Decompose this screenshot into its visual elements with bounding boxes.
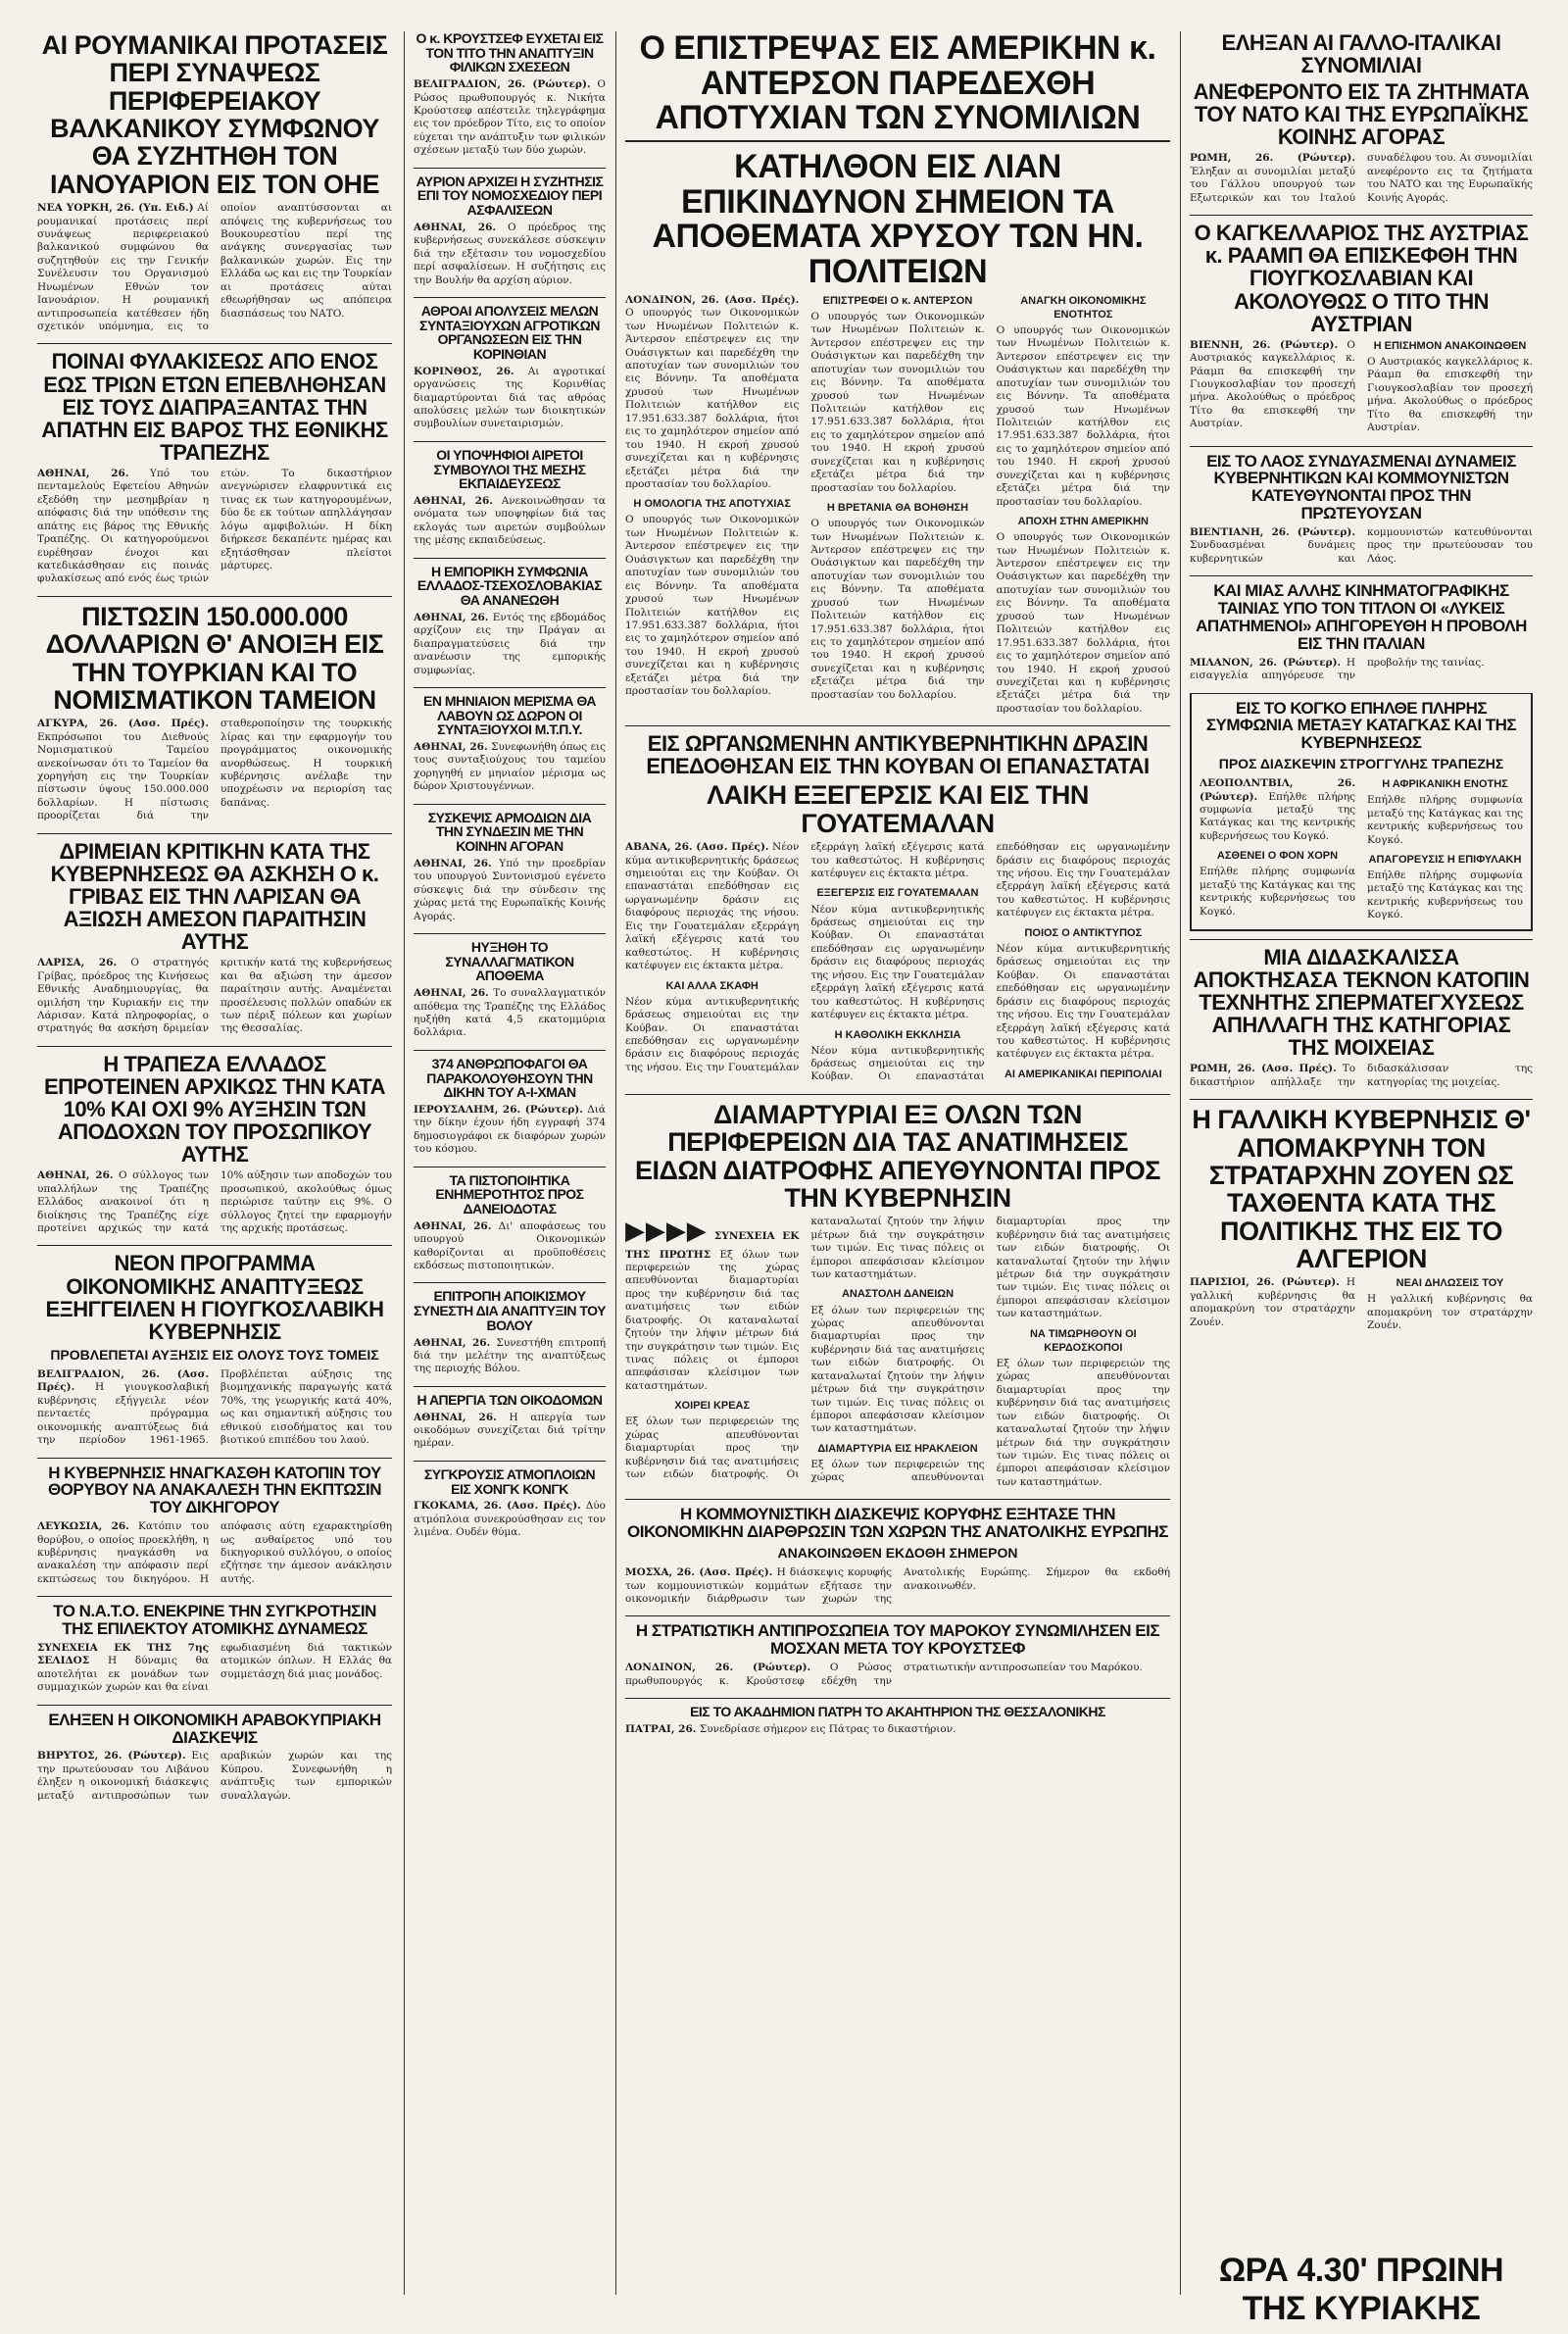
section-heading: Η ΒΡΕΤΑΝΙΑ ΘΑ ΒΟΗΘΗΣΗ (826, 502, 969, 515)
article-body: ΛΟΝΔΙΝΟΝ, 26. (Ασσ. Πρές). Ο υπουργός των Οικονομικών των Ηνωμένων Πολιτειών κ. Άντερσον επέστρεψεν εις την Ουάσιγκτων και παρεδέχθη την αποτυχίαν των συνομιλιών του εις Βόννην. Τα αποθέματα χρυσού των Ηνωμένων Πολιτειών κατήλθον εις 17.951.633.387 δολλάρια, ήτοι εις το χαμηλότερον σημείον από του 1940. Η εκροή χρυσού συνεχίζεται και η κυβέρνησις εξετάζει μέτρα διά την προστασίαν του δολλαρίου. Η ΟΜΟΛΟΓΙΑ ΤΗΣ ΑΠΟΤΥΧΙΑΣ Ο υπουργός των Οικονομικών των Ηνωμένων Πολιτειών κ. Άντερσον επέστρεψεν εις την Ουάσιγκτων και παρεδέχθη την αποτυχίαν των συνομιλιών του εις Βόννην. Τα αποθέματα χρυσού των Ηνωμένων Πολιτειών κατήλθον εις 17.951.633.387 δολλάρια, ήτοι εις το χαμηλότερον σημείον από του 1940. Η εκροή χρυσού συνεχίζεται και η κυβέρνησις εξετάζει μέτρα διά την προστασίαν του δολλαρίου. ΕΠΙΣΤΡΕΦΕΙ Ο κ. ΑΝΤΕΡΣΟΝ Ο υπουργός των Οικονομικών των Ηνωμένων Πολιτειών κ. Άντερσον επέστρεψεν εις την Ουάσιγκτων και παρεδέχθη την αποτυχίαν των συνομιλιών του εις Βόννην. Τα αποθέματα χρυσού των Ηνωμένων Πολιτειών κατήλθον εις 17.951.633.387 δολλάρια, ήτοι εις το χαμηλότερον σημείον από του 1940. Η εκροή χρυσού συνεχίζεται και η κυβέρνησις εξετάζει μέτρα διά την προστασίαν του δολλαρίου. Η ΒΡΕΤΑΝΙΑ ΘΑ ΒΟΗΘΗΣΗ Ο υπουργός των Οικονομικών των Ηνωμένων Πολιτειών κ. Άντερσον επέστρεψεν εις την Ουάσιγκτων και παρεδέχθη την αποτυχίαν των συνομιλιών του εις Βόννην. Τα αποθέματα χρυσού των Ηνωμένων Πολιτειών κατήλθον εις 17.951.633.387 δολλάρια, ήτοι εις το χαμηλότερον σημείον από του 1940. Η εκροή χρυσού συνεχίζεται και η κυβέρνησις εξετάζει μέτρα διά την προστασίαν του δολλαρίου. ΑΝΑΓΚΗ ΟΙΚΟΝΟΜΙΚΗΣ ΕΝΟΤΗΤΟΣ Ο υπουργός των Οικονομικών των Ηνωμένων Πολιτειών κ. Άντερσον επέστρεψεν εις την Ουάσιγκτων και παρεδέχθη την αποτυχίαν των συνομιλιών του εις Βόννην. Τα αποθέματα χρυσού των Ηνωμένων Πολιτειών κατήλθον εις 17.951.633.387 δολλάρια, ήτοι εις το χαμηλότερον σημείον από του 1940. Η εκροή χρυσού συνεχίζεται και η κυβέρνησις εξετάζει μέτρα διά την προστασίαν του δολλαρίου. ΑΠΟΧΗ ΣΤΗΝ ΑΜΕΡΙΚΗΝ Ο υπουργός των Οικονομικών των Ηνωμένων Πολιτειών κ. Άντερσον επέστρεψεν εις την Ουάσιγκτων και παρεδέχθη την αποτυχίαν των συνομιλιών του εις Βόννην. Τα αποθέματα χρυσού των Ηνωμένων Πολιτειών κατήλθον εις 17.951.633.387 δολλάρια, ήτοι εις το χαμηλότερον σημείον από του 1940. Η εκροή χρυσού συνεχίζεται και η κυβέρνησις εξετάζει μέτρα διά την προστασίαν του δολλαρίου. (625, 293, 1170, 715)
headline: ΕΙΣ ΩΡΓΑΝΩΜΕΝΗΝ ΑΝΤΙΚΥΒΕΡΝΗΤΙΚΗΝ ΔΡΑΣΙΝ ΕΠΕΔΟΘΗΣΑΝ ΕΙΣ ΤΗΝ ΚΟΥΒΑΝ ΟΙ ΕΠΑΝΑΣΤΑΤΑΙ (646, 731, 1150, 779)
column-3 (625, 31, 1170, 2295)
section-heading: ΧΟΙΡΕΙ ΚΡΕΑΣ (674, 1400, 751, 1413)
article-arab-cyprus (37, 1705, 392, 1803)
headline: ΤΑ ΠΙΣΤΟΠΟΙΗΤΙΚΑ ΕΝΗΜΕΡΟΤΗΤΟΣ ΠΡΟΣ ΔΑΝΕΙΟΔΟΤΑΣ (435, 1171, 584, 1217)
headline: ΚΑΙ ΜΙΑΣ ΑΛΛΗΣ ΚΙΝΗΜΑΤΟΓΡΑΦΙΚΗΣ ΤΑΙΝΙΑΣ ΥΠΟ ΤΟΝ ΤΙΤΛΟΝ ΟΙ «ΛΥΚΕΙΣ ΑΠΑΤΗΜΕΝΟΙ» ΑΠΗΓΟΡΕΥΘΗ Η ΠΡΟΒΟΛΗ ΕΙΣ ΤΗΝ ΙΤΑΛΙΑΝ (1196, 581, 1527, 653)
section-heading: Η ΟΜΟΛΟΓΙΑ ΤΗΣ ΑΠΟΤΥΧΙΑΣ (633, 498, 791, 511)
headline: ΑΥΡΙΟΝ ΑΡΧΙΖΕΙ Η ΣΥΖΗΤΗΣΙΣ ΕΠΙ ΤΟΥ ΝΟΜΟΣΧΕΔΙΟΥ ΠΕΡΙ ΑΣΦΑΛΙΣΕΩΝ (416, 173, 604, 219)
article-builders-strike (414, 1386, 606, 1451)
headline: ΕΛΗΞΑΝ ΑΙ ΓΑΛΛΟ-ΙΤΑΛΙΚΑΙ ΣΥΝΟΜΙΛΙΑΙ (1221, 31, 1501, 78)
headline: 374 ΑΝΘΡΩΠΟΦΑΓΟΙ ΘΑ ΠΑΡΑΚΟΛΟΥΘΗΣΟΥΝ ΤΗΝ ΔΙΚΗΝ ΤΟΥ Α-Ι-ΧΜΑΝ (426, 1055, 593, 1101)
headline: ΤΟ Ν.Α.Τ.Ο. ΕΝΕΚΡΙΝΕ ΤΗΝ ΣΥΓΚΡΟΤΗΣΙΝ ΤΗΣ ΕΠΙΛΕΚΤΟΥ ΑΤΟΜΙΚΗΣ ΔΥΝΑΜΕΩΣ (53, 1602, 376, 1639)
headline: ΜΙΑ ΔΙΔΑΣΚΑΛΙΣΣΑ ΑΠΟΚΤΗΣΑΣΑ ΤΕΚΝΟΝ ΚΑΤΟΠΙΝ ΤΕΧΝΗΤΗΣ ΣΠΕΡΜΑΤΕΓΧΥΣΕΩΣ ΑΠΗΛΛΑΓΗ ΤΗΣ ΚΑΤΗΓΟΡΙΑΣ ΤΗΣ ΜΟΙΧΕΙΑΣ (1193, 944, 1530, 1061)
headline: Ο κ. ΚΡΟΥΣΤΣΕΦ ΕΥΧΕΤΑΙ ΕΙΣ ΤΟΝ ΤΙΤΟ ΤΗΝ ΑΝΑΠΤΥΞΙΝ ΦΙΛΙΚΩΝ ΣΧΕΣΕΩΝ (416, 31, 604, 75)
article-body: ΡΩΜΗ, 26. (Ασσ. Πρές). Το δικαστήριον απήλλαξε την διδασκάλισσαν της κατηγορίας της μοιχείας. (1190, 1063, 1533, 1088)
article-juin (1190, 1099, 1533, 1334)
section-heading: ΑΣΘΕΝΕΙ Ο ΦΟΝ ΧΟΡΝ (1216, 850, 1339, 863)
article-body: ΓΚΟΚΑΜΑ, 26. (Ασσ. Πρές). Δύο ατμόπλοια συνεκρούσθησαν εις τον λιμένα. Ουδέν θύμα. (414, 1500, 606, 1539)
headline: ΝΕΟΝ ΠΡΟΓΡΑΜΜΑ ΟΙΚΟΝΟΜΙΚΗΣ ΑΝΑΠΤΥΞΕΩΣ ΕΞΗΓΓΕΙΛΕΝ Η ΓΙΟΥΓΚΟΣΛΑΒΙΚΗ ΚΥΒΕΡΝΗΣΙΣ (45, 1251, 384, 1344)
article-body: ΛΕΟΠΟΛΝΤΒΙΛ, 26. (Ρώυτερ). Επήλθε πλήρης συμφωνία μεταξύ της Κατάγκας και της κεντρικής κυβερνήσεως του Κογκό. ΑΣΘΕΝΕΙ Ο ΦΟΝ ΧΟΡΝ Επήλθε πλήρης συμφωνία μεταξύ της Κατάγκας και της κεντρικής κυβερνήσεως του Κογκό. Η ΑΦΡΙΚΑΝΙΚΗ ΕΝΟΤΗΣ Επήλθε πλήρης συμφωνία μεταξύ της Κατάγκας και της κεντρικής κυβερνήσεως του Κογκό. ΑΠΑΓΟΡΕΥΣΙΣ Η ΕΠΙΦΥΛΑΚΗ Επήλθε πλήρης συμφωνία μεταξύ της Κατάγκας και της κεντρικής κυβερνήσεως του Κογκό. (1200, 777, 1523, 921)
article-film-ban (1190, 575, 1533, 682)
section-heading: ΚΑΙ ΑΛΛΑ ΣΚΑΦΗ (665, 979, 759, 992)
article-eichmann-trial (414, 1050, 606, 1157)
headline: Ο ΚΑΓΚΕΛΛΑΡΙΟΣ ΤΗΣ ΑΥΣΤΡΙΑΣ κ. ΡΑΑΜΠ ΘΑ ΕΠΙΣΚΕΦΘΗ ΤΗΝ ΓΙΟΥΓΚΟΣΛΑΒΙΑΝ ΚΑΙ ΑΚΟΛΟΥΘΩΣ Ο ΤΙΤΟ ΤΗΝ ΑΥΣΤΡΙΑΝ (1194, 221, 1529, 336)
article-corinth-dismissals (414, 297, 606, 431)
article-bank-fraud (37, 343, 392, 585)
article-body: ΑΘΗΝΑΙ, 26. Συνεστήθη επιτροπή διά την μελέτην της αναπτύξεως της περιοχής Βόλου. (414, 1336, 606, 1375)
article-bank-of-greece (37, 1046, 392, 1236)
headline: ΠΟΙΝΑΙ ΦΥΛΑΚΙΣΕΩΣ ΑΠΟ ΕΝΟΣ ΕΩΣ ΤΡΙΩΝ ΕΤΩΝ ΕΠΕΒΛΗΘΗΣΑΝ ΕΙΣ ΤΟΥΣ ΔΙΑΠΡΑΞΑΝΤΑΣ ΤΗΝ ΑΠΑΤΗΝ ΕΙΣ ΒΑΡΟΣ ΤΗΣ ΕΘΝΙΚΗΣ ΤΡΑΠΕΖΗΣ (41, 349, 388, 465)
headline: ΕΙΣ ΤΟ ΑΚΑΔΗΜΙΟΝ ΠΑΤΡΗ ΤΟ ΑΚΑΗΤΗΡΙΟΝ ΤΗΣ ΘΕΣΣΑΛΟΝΙΚΗΣ (690, 1703, 1105, 1719)
headline: Η ΚΥΒΕΡΝΗΣΙΣ ΗΝΑΓΚΑΣΘΗ ΚΑΤΟΠΙΝ ΤΟΥ ΘΟΡΥΒΟΥ ΝΑ ΑΝΑΚΑΛΕΣΗ ΤΗΝ ΕΚΠΤΩΣΙΝ ΤΟΥ ΔΙΚΗΓΟΡΟΥ (47, 1463, 382, 1517)
article-body: ΒΕΛΙΓΡΑΔΙΟΝ, 26. (Ασσ. Πρές). Η γιουγκοσλαβική κυβέρνησις εξήγγειλε νέον πενταετές πρόγραμμα οικονομικής αναπτύξεως διά την περίοδον 1961-1965. Προβλέπεται αύξησις της βιομηχανικής παραγωγής κατά 70%, της γεωργικής κατά 40%, ως και σημαντική αύξησις του εθνικού εισοδήματος και του βιοτικού επιπέδου του λαού. (37, 1367, 392, 1447)
headline: Η ΣΤΡΑΤΙΩΤΙΚΗ ΑΝΤΙΠΡΟΣΩΠΕΙΑ ΤΟΥ ΜΑΡΟΚΟΥ ΣΥΝΩΜΙΛΗΣΕΝ ΕΙΣ ΜΟΣΧΑΝ ΜΕΤΑ ΤΟΥ ΚΡΟΥΣΤΣΕΦ (635, 1621, 1160, 1659)
article-body: ΠΑΤΡΑΙ, 26. Συνεδρίασε σήμερον εις Πάτρας το δικαστήριον. (625, 1722, 956, 1735)
article-body: ΒΙΕΝΤΙΑΝΗ, 26. (Ρώυτερ). Συνδυασμέναι δυνάμεις κυβερνητικών και κομμουνιστών κατευθύνονται προς την πρωτεύουσαν του Λάος. (1190, 525, 1533, 565)
arrow-icons: ▶▶▶▶ (625, 1217, 708, 1247)
column-4 (1190, 31, 1533, 2295)
headline: Η ΓΑΛΛΙΚΗ ΚΥΒΕΡΝΗΣΙΣ Θ' ΑΠΟΜΑΚΡΥΝΗ ΤΟΝ ΣΤΡΑΤΑΡΧΗΝ ΖΟΥΕΝ ΩΣ ΤΑΧΘΕΝΤΑ ΚΑΤΑ ΤΗΣ ΠΟΛΙΤΙΚΗΣ ΤΗΣ ΕΙΣ ΤΟ ΑΛΓΕΡΙΟΝ (1192, 1105, 1531, 1274)
article-education-council (414, 441, 606, 548)
headline: Η ΚΟΜΜΟΥΝΙΣΤΙΚΗ ΔΙΑΣΚΕΨΙΣ ΚΟΡΥΦΗΣ ΕΞΗΤΑΣΕ ΤΗΝ ΟΙΚΟΝΟΜΙΚΗΝ ΔΙΑΡΘΡΩΣΙΝ ΤΩΝ ΧΩΡΩΝ ΤΗΣ ΑΝΑΤΟΛΙΚΗΣ ΕΥΡΩΠΗΣ (627, 1505, 1168, 1542)
article-congo (1190, 693, 1533, 931)
article-body: ▶▶▶▶ ΣΥΝΕΧΕΙΑ ΕΚ ΤΗΣ ΠΡΩΤΗΣ Εξ όλων των περιφερειών της χώρας απευθύνονται διαμαρτυρίαι προς την κυβέρνησιν διά τας ανατιμήσεις των ειδών διατροφής. Οι καταναλωταί ζητούν την λήψιν μέτρων διά την συγκράτησιν των τιμών. Εις τινας πόλεις οι έμποροι απεφάσισαν κλείσιμον των καταστημάτων. ΧΟΙΡΕΙ ΚΡΕΑΣ Εξ όλων των περιφερειών της χώρας απευθύνονται διαμαρτυρίαι προς την κυβέρνησιν διά τας ανατιμήσεις των ειδών διατροφής. Οι καταναλωταί ζητούν την λήψιν μέτρων διά την συγκράτησιν των τιμών. Εις τινας πόλεις οι έμποροι απεφάσισαν κλείσιμον των καταστημάτων. ΑΝΑΣΤΟΛΗ ΔΑΝΕΙΩΝ Εξ όλων των περιφερειών της χώρας απευθύνονται διαμαρτυρίαι προς την κυβέρνησιν διά τας ανατιμήσεις των ειδών διατροφής. Οι καταναλωταί ζητούν την λήψιν μέτρων διά την συγκράτησιν των τιμών. Εις τινας πόλεις οι έμποροι απεφάσισαν κλείσιμον των καταστημάτων. ΔΙΑΜΑΡΤΥΡΙΑ ΕΙΣ ΗΡΑΚΛΕΙΟΝ Εξ όλων των περιφερειών της χώρας απευθύνονται διαμαρτυρίαι προς την κυβέρνησιν διά τας ανατιμήσεις των ειδών διατροφής. Οι καταναλωταί ζητούν την λήψιν μέτρων διά την συγκράτησιν των τιμών. Εις τινας πόλεις οι έμποροι απεφάσισαν κλείσιμον των καταστημάτων. ΝΑ ΤΙΜΩΡΗΘΟΥΝ ΟΙ ΚΕΡΔΟΣΚΟΠΟΙ Εξ όλων των περιφερειών της χώρας απευθύνονται διαμαρτυρίαι προς την κυβέρνησιν διά τας ανατιμήσεις των ειδών διατροφής. Οι καταναλωταί ζητούν την λήψιν μέτρων διά την συγκράτησιν των τιμών. Εις τινας πόλεις οι έμποροι απεφάσισαν κλείσιμον των καταστημάτων. (625, 1216, 1170, 1488)
headline-secondary: ΛΑΙΚΗ ΕΞΕΓΕΡΣΙΣ ΚΑΙ ΕΙΣ ΤΗΝ ΓΟΥΑΤΕΜΑΛΑΝ (707, 780, 1089, 838)
article-body: ΙΕΡΟΥΣΑΛΗΜ, 26. (Ρώυτερ). Διά την δίκην έχουν ήδη εγγραφή 374 δημοσιογράφοι εκ διαφόρων χωρών του κόσμου. (414, 1103, 606, 1156)
article-romanian-proposals (37, 31, 392, 333)
article-body: ΝΕΑ ΥΟΡΚΗ, 26. (Υπ. Ειδ.) Αί ρουμανικαί προτάσεις περί συνάψεως περιφερειακού βαλκανικού συμφώνου θα συζητηθούν εις την Γενικήν Συνέλευσιν του Οργανισμού Ηνωμένων Εθνών τον Ιανουάριον. Η ρουμανική αντιπροσωπεία κατέθεσεν ήδη σχετικόν υπόμνημα, εις το οποίον αναπτύσσονται αι απόψεις της κυβερνήσεως του Βουκουρεστίου περί της ανάγκης συνεργασίας των βαλκανικών χωρών. Εις την Ελλάδα ως και εις την Τουρκίαν αι προτάσεις αύται εθεωρήθησαν ως απόπειρα διασπάσεως του ΝΑΤΟ. (37, 202, 392, 332)
article-body: ΛΕΥΚΩΣΙΑ, 26. Κατόπιν του θορύβου, ο οποίος προεκλήθη, η κυβέρνησις ηναγκάσθη να ανακαλέση την απόφασιν περί εκπτώσεως του δικηγόρου. Η απόφασις αύτη εχαρακτηρίσθη ως αυθαίρετος υπό του δικηγορικού συλλόγου, ο οποίος εζήτησε την άμεσον ανάκλησιν αυτής. (37, 1520, 392, 1585)
article-body: ΒΕΛΙΓΡΑΔΙΟΝ, 26. (Ρώυτερ). Ο Ρώσος πρωθυπουργός κ. Νικήτα Κρούστσεφ απέστειλε τηλεγράφημα εις τον πρόεδρον Τίτο, εις το οποίον εύχεται την ανάπτυξιν των φιλικών σχέσεων μεταξύ των δύο χωρών. (414, 78, 606, 157)
column-divider (615, 31, 616, 2295)
subheadline: ΠΡΟΒΛΕΠΕΤΑΙ ΑΥΞΗΣΙΣ ΕΙΣ ΟΛΟΥΣ ΤΟΥΣ ΤΟΜΕΙΣ (50, 1346, 379, 1363)
headline: ΑΘΡΟΑΙ ΑΠΟΛΥΣΕΙΣ ΜΕΛΩΝ ΣΥΝΤΑΞΙΟΥΧΩΝ ΑΓΡΟΤΙΚΩΝ ΟΡΓΑΝΩΣΕΩΝ ΕΙΣ ΤΗΝ ΚΟΡΙΝΘΙΑΝ (419, 302, 600, 362)
article-grivas (37, 833, 392, 1036)
article-body: ΑΘΗΝΑΙ, 26. Η απεργία των οικοδόμων συνεχίζεται διά τρίτην ημέραν. (414, 1411, 606, 1450)
headline: ΔΡΙΜΕΙΑΝ ΚΡΙΤΙΚΗΝ ΚΑΤΑ ΤΗΣ ΚΥΒΕΡΝΗΣΕΩΣ ΘΑ ΑΣΚΗΣΗ Ο κ. ΓΡΙΒΑΣ ΕΙΣ ΤΗΝ ΛΑΡΙΣΑΝ ΘΑ ΑΞΙΩΣΗ ΑΜΕΣΟΝ ΠΑΡΑΙΤΗΣΙΝ ΑΥΤΗΣ (50, 838, 379, 955)
article-body: ΑΘΗΝΑΙ, 26. Υπό του πενταμελούς Εφετείου Αθηνών εξεδόθη την μεσημβρίαν η απόφασις διά την υπόθεσιν της απάτης εις βάρος της Εθνικής Τραπέζης. Οι κατηγορούμενοι ευρέθησαν ένοχοι και κατεδικάσθησαν εις ποινάς φυλακίσεως από ενός έως τριών ετών. Το δικαστήριον ανεγνώρισεν ελαφρυντικά εις τινας εκ των κατηγορουμένων, δύο δε εκ τούτων απηλλάγησαν λόγω αμφιβολιών. Η δίκη διήρκεσε δεκαπέντε ημέρας και εξητάσθησαν πλείστοι μάρτυρες. (37, 467, 392, 585)
section-heading: ΑΠΑΓΟΡΕΥΣΙΣ Η ΕΠΙΦΥΛΑΚΗ (1368, 853, 1522, 866)
article-food-prices (625, 1094, 1170, 1489)
subheadline: ΑΝΑΚΟΙΝΩΘΕΝ ΕΚΔΟΘΗ ΣΗΜΕΡΟΝ (777, 1544, 1018, 1561)
article-body: ΑΘΗΝΑΙ, 26. Συνεφωνήθη όπως εις τους συνταξιούχους του ταμείου χορηγηθή εν μηνιαίον μέρισμα ως δώρον Χριστουγέννων. (414, 741, 606, 793)
article-czech-agreement (414, 558, 606, 677)
section-heading: ΔΙΑΜΑΡΤΥΡΙΑ ΕΙΣ ΗΡΑΚΛΕΙΟΝ (817, 1442, 978, 1455)
article-body: ΣΥΝΕΧΕΙΑ ΕΚ ΤΗΣ 7ης ΣΕΛΙΔΟΣ Η δύναμις θα αποτελήται εκ μονάδων των συμμαχικών χωρών και θα είναι εφωδιασμένη διά τακτικών ατομικών όπλων. Η Ελλάς θα συμμετάσχη διά μιας μονάδος. (37, 1641, 392, 1694)
headline: ΟΙ ΥΠΟΨΗΦΙΟΙ ΑΙΡΕΤΟΙ ΣΥΜΒΟΥΛΟΙ ΤΗΣ ΜΕΣΗΣ ΕΚΠΑΙΔΕΥΣΕΩΣ (433, 446, 586, 492)
article-ship-collision (414, 1461, 606, 1540)
article-cuba-revolt (625, 725, 1170, 1084)
article-laos (1190, 446, 1533, 567)
article-yugoslav-program (37, 1245, 392, 1447)
article-franco-italian (1190, 31, 1533, 205)
article-teacher (1190, 939, 1533, 1089)
headline: ΣΥΣΚΕΨΙΣ ΑΡΜΟΔΙΩΝ ΔΙΑ ΤΗΝ ΣΥΝΔΕΣΙΝ ΜΕ ΤΗΝ ΚΟΙΝΗΝ ΑΓΟΡΑΝ (427, 809, 592, 855)
section-heading: ΝΕΑΙ ΔΗΛΩΣΕΙΣ ΤΟΥ (1396, 1277, 1504, 1290)
article-body: ΑΘΗΝΑΙ, 26. Ανεκοινώθησαν τα ονόματα των υποψηφίων διά τας εκλογάς των αιρετών συμβούλων της μέσης εκπαιδεύσεως. (414, 494, 606, 547)
article-morocco (625, 1615, 1170, 1688)
article-body: ΛΟΝΔΙΝΟΝ, 26. (Ρώυτερ). Ο Ρώσος πρωθυπουργός κ. Κρούστσεφ εδέχθη την στρατιωτικήν αντιπροσωπείαν του Μαρόκου. (625, 1662, 1143, 1687)
section-heading: Η ΕΠΙΣΗΜΟΝ ΑΝΑΚΟΙΝΩΘΕΝ (1373, 339, 1527, 352)
column-1 (37, 31, 392, 2295)
article-body: ΑΒΑΝΑ, 26. (Ασσ. Πρές). Νέον κύμα αντικυβερνητικής δράσεως σημειούται εις την Κούβαν. Οι επαναστάται επεδόθησαν εις ωργανωμένην δράσιν εις διαφόρους περιοχάς της νήσου. Εις την Γουατεμάλαν εξερράγη λαϊκή εξέγερσις κατά του καθεστώτος. Η κυβέρνησις κατέφυγεν εις έκτακτα μέτρα. ΚΑΙ ΑΛΛΑ ΣΚΑΦΗ Νέον κύμα αντικυβερνητικής δράσεως σημειούται εις την Κούβαν. Οι επαναστάται επεδόθησαν εις ωργανωμένην δράσιν εις διαφόρους περιοχάς της νήσου. Εις την Γουατεμάλαν εξερράγη λαϊκή εξέγερσις κατά του καθεστώτος. Η κυβέρνησις κατέφυγεν εις έκτακτα μέτρα. ΕΞΕΓΕΡΣΙΣ ΕΙΣ ΓΟΥΑΤΕΜΑΛΑΝ Νέον κύμα αντικυβερνητικής δράσεως σημειούται εις την Κούβαν. Οι επαναστάται επεδόθησαν εις ωργανωμένην δράσιν εις διαφόρους περιοχάς της νήσου. Εις την Γουατεμάλαν εξερράγη λαϊκή εξέγερσις κατά του καθεστώτος. Η κυβέρνησις κατέφυγεν εις έκτακτα μέτρα. Η ΚΑΘΟΛΙΚΗ ΕΚΚΛΗΣΙΑ Νέον κύμα αντικυβερνητικής δράσεως σημειούται εις την Κούβαν. Οι επαναστάται επεδόθησαν εις ωργανωμένην δράσιν εις διαφόρους περιοχάς της νήσου. Εις την Γουατεμάλαν εξερράγη λαϊκή εξέγερσις κατά του καθεστώτος. Η κυβέρνησις κατέφυγεν εις έκτακτα μέτρα. ΠΟΙΟΣ Ο ΑΝΤΙΚΤΥΠΟΣ Νέον κύμα αντικυβερνητικής δράσεως σημειούται εις την Κούβαν. Οι επαναστάται επεδόθησαν εις ωργανωμένην δράσιν εις διαφόρους περιοχάς της νήσου. Εις την Γουατεμάλαν εξερράγη λαϊκή εξέγερσις κατά του καθεστώτος. Η κυβέρνησις κατέφυγεν εις έκτακτα μέτρα. ΑΙ ΑΜΕΡΙΚΑΝΙΚΑΙ ΠΕΡΙΠΟΛΙΑΙ (625, 841, 1170, 1083)
article-common-market (414, 804, 606, 923)
section-heading: ΠΟΙΟΣ Ο ΑΝΤΙΚΤΥΠΟΣ (1024, 926, 1143, 939)
section-heading: ΕΞΕΓΕΡΣΙΣ ΕΙΣ ΓΟΥΑΤΕΜΑΛΑΝ (816, 887, 979, 900)
article-nato-atomic (37, 1596, 392, 1694)
article-body: ΛΑΡΙΣΑ, 26. Ο στρατηγός Γρίβας, πρόεδρος της Κινήσεως Εθνικής Αναδημιουργίας, θα ομιλήση την Κυριακήν εις την Λάρισαν. Κατά πληροφορίας, ο στρατηγός θα ασκήση δριμείαν κριτικήν κατά της κυβερνήσεως και θα αξιώση την άμεσον παραίτησιν αυτής. Αναμένεται προσέλευσις πολλών οπαδών εκ των πέριξ πόλεων και χωρίων της Θεσσαλίας. (37, 957, 392, 1035)
headline: ΕΝ ΜΗΝΙΑΙΟΝ ΜΕΡΙΣΜΑ ΘΑ ΛΑΒΟΥΝ ΩΣ ΔΩΡΟΝ ΟΙ ΣΥΝΤΑΞΙΟΥΧΟΙ Μ.Τ.Π.Υ. (423, 692, 596, 738)
section-heading: ΑΙ ΑΜΕΡΙΚΑΝΙΚΑΙ ΠΕΡΙΠΟΛΙΑΙ (1004, 1068, 1162, 1080)
headline-secondary: ΑΝΕΦΕΡΟΝΤΟ ΕΙΣ ΤΑ ΖΗΤΗΜΑΤΑ ΤΟΥ ΝΑΤΟ ΚΑΙ ΤΗΣ ΕΥΡΩΠΑΪΚΗΣ ΚΟΙΝΗΣ ΑΓΟΡΑΣ (1193, 79, 1530, 150)
headline-secondary: ΚΑΤΗΛΘΟΝ ΕΙΣ ΛΙΑΝ ΕΠΙΚΙΝΔΥΝΟΝ ΣΗΜΕΙΟΝ ΤΑ ΑΠΟΘΕΜΑΤΑ ΧΡΥΣΟΥ ΤΩΝ ΗΝ. ΠΟΛΙΤΕΙΩΝ (652, 148, 1144, 291)
headline: ΑΙ ΡΟΥΜΑΝΙΚΑΙ ΠΡΟΤΑΣΕΙΣ ΠΕΡΙ ΣΥΝΑΨΕΩΣ ΠΕΡΙΦΕΡΕΙΑΚΟΥ ΒΑΛΚΑΝΙΚΟΥ ΣΥΜΦΩΝΟΥ ΘΑ ΣΥΖΗΤΗΘΗ ΤΟΝ ΙΑΝΟΥΑΡΙΟΝ ΕΙΣ ΤΟΝ ΟΗΕ (41, 31, 388, 199)
column-divider (1180, 31, 1181, 2295)
article-turkey-credit (37, 596, 392, 823)
headline: ΕΙΣ ΤΟ ΛΑΟΣ ΣΥΝΔΥΑΣΜΕΝΑΙ ΔΥΝΑΜΕΙΣ ΚΥΒΕΡΝΗΤΙΚΩΝ ΚΑΙ ΚΟΜΜΟΥΝΙΣΤΩΝ ΚΑΤΕΥΘΥΝΟΝΤΑΙ ΠΡΟΣ ΤΗΝ ΠΡΩΤΕΥΟΥΣΑΝ (1206, 451, 1516, 523)
article-insurance-bill (414, 168, 606, 287)
article-certificates (414, 1167, 606, 1273)
section-heading: ΝΑ ΤΙΜΩΡΗΘΟΥΝ ΟΙ ΚΕΡΔΟΣΚΟΠΟΙ (1029, 1327, 1137, 1354)
headline: ΕΠΙΤΡΟΠΗ ΑΠΟΙΚΙΣΜΟΥ ΣΥΝΕΣΤΗ ΔΙΑ ΑΝΑΠΤΥΞΙΝ ΤΟΥ ΒΟΛΟΥ (414, 1288, 606, 1333)
article-volos-committee (414, 1282, 606, 1375)
article-body: ΑΘΗΝΑΙ, 26. Εντός της εβδομάδος αρχίζουν εις την Πράγαν αι διαπραγματεύσεις διά την ανανέωσιν της εμπορικής συμφωνίας. (414, 611, 606, 676)
headline-rule (625, 140, 1170, 142)
headline: Η ΑΠΕΡΓΙΑ ΤΩΝ ΟΙΚΟΔΟΜΩΝ (416, 1391, 603, 1408)
article-body: ΑΘΗΝΑΙ, 26. Υπό την προεδρίαν του υπουργού Συντονισμού εγένετο σύσκεψις διά την σύνδεσιν της χώρας μετά της Ευρωπαϊκής Κοινής Αγοράς. (414, 857, 606, 922)
column-divider (404, 31, 405, 2295)
headline: Η ΤΡΑΠΕΖΑ ΕΛΛΑΔΟΣ ΕΠΡΟΤΕΙΝΕΝ ΑΡΧΙΚΩΣ ΤΗΝ ΚΑΤΑ 10% ΚΑΙ ΟΧΙ 9% ΑΥΞΗΣΙΝ ΤΩΝ ΑΠΟΔΟΧΩΝ ΤΟΥ ΠΡΟΣΩΠΙΚΟΥ ΑΥΤΗΣ (44, 1051, 385, 1167)
headline: ΔΙΑΜΑΡΤΥΡΙΑΙ ΕΞ ΟΛΩΝ ΤΩΝ ΠΕΡΙΦΕΡΕΙΩΝ ΔΙΑ ΤΑΣ ΑΝΑΤΙΜΗΣΕΙΣ ΕΙΔΩΝ ΔΙΑΤΡΟΦΗΣ ΑΠΕΥΘΥΝΟΝΤΑΙ ΠΡΟΣ ΤΗΝ ΚΥΒΕΡΝΗΣΙΝ (634, 1099, 1161, 1213)
section-heading: Η ΑΦΡΙΚΑΝΙΚΗ ΕΝΟΤΗΣ (1382, 778, 1508, 791)
article-body: ΠΑΡΙΣΙΟΙ, 26. (Ρώυτερ). Η γαλλική κυβέρνησις θα απομακρύνη τον στρατάρχην Ζουέν. ΝΕΑΙ ΔΗΛΩΣΕΙΣ ΤΟΥ Η γαλλική κυβέρνησις θα απομακρύνη τον στρατάρχην Ζουέν. (1190, 1276, 1533, 1332)
article-communist-summit (625, 1499, 1170, 1606)
article-body: ΒΗΡΥΤΟΣ, 26. (Ρώυτερ). Εις την πρωτεύουσαν του Λιβάνου έληξεν η οικονομική διάσκεψις μεταξύ αντιπροσώπων των αραβικών χωρών και της Κύπρου. Συνεφωνήθη η ανάπτυξις των εμπορικών συναλλαγών. (37, 1750, 392, 1802)
article-body: ΚΟΡΙΝΘΟΣ, 26. Αι αγροτικαί οργανώσεις της Κορινθίας διαμαρτύρονται διά τας αθρόας απολύσεις μελών των διοικητικών συμβουλίων συνεταιρισμών. (414, 365, 606, 430)
article-body: ΑΘΗΝΑΙ, 26. Δι' αποφάσεως του υπουργού Οικονομικών καθορίζονται αι προϋποθέσεις εκδόσεως πιστοποιητικών. (414, 1219, 606, 1271)
headline: ΕΙΣ ΤΟ ΚΟΓΚΟ ΕΠΗΛΘΕ ΠΛΗΡΗΣ ΣΥΜΦΩΝΙΑ ΜΕΤΑΞΥ ΚΑΤΑΓΚΑΣ ΚΑΙ ΤΗΣ ΚΥΒΕΡΝΗΣΕΩΣ (1205, 698, 1517, 753)
article-raab-visit (1190, 215, 1533, 435)
section-heading: Η ΚΑΘΟΛΙΚΗ ΕΚΚΛΗΣΙΑ (834, 1028, 961, 1041)
article-body: ΑΘΗΝΑΙ, 26. Ο πρόεδρος της κυβερνήσεως συνεκάλεσε σύσκεψιν διά την εξέτασιν του νομοσχεδίου περί ασφαλίσεων. Η συζήτησις εις την Βουλήν θα αρχίση αύριον. (414, 221, 606, 286)
headline: Ο ΕΠΙΣΤΡΕΨΑΣ ΕΙΣ ΑΜΕΡΙΚΗΝ κ. ΑΝΤΕΡΣΟΝ ΠΑΡΕΔΕΧΘΗ ΑΠΟΤΥΧΙΑΝ ΤΩΝ ΣΥΝΟΜΙΛΙΩΝ (639, 31, 1156, 137)
article-khrushchev-tito (414, 31, 606, 158)
article-body: ΜΟΣΧΑ, 26. (Ασσ. Πρές). Η διάσκεψις κορυφής των κομμουνιστικών κομμάτων εξήτασε την οικονομικήν διάρθρωσιν των χωρών της Ανατολικής Ευρώπης. Σήμερον θα εκδοθή ανακοινωθέν. (625, 1566, 1170, 1605)
press-time-note: ΩΡΑ 4.30' ΠΡΩΙΝΗ ΤΗΣ ΚΥΡΙΑΚΗΣ (1218, 2252, 1504, 2327)
headline: Η ΕΜΠΟΡΙΚΗ ΣΥΜΦΩΝΙΑ ΕΛΛΑΔΟΣ-ΤΣΕΧΟΣΛΟΒΑΚΙΑΣ ΘΑ ΑΝΑΝΕΩΘΗ (416, 563, 603, 609)
article-body: ΜΙΛΑΝΟΝ, 26. (Ρώυτερ). Η εισαγγελία απηγόρευσε την προβολήν της ταινίας. (1190, 656, 1485, 682)
article-exchange-reserve (414, 933, 606, 1040)
headline: ΕΛΗΞΕΝ Η ΟΙΚΟΝΟΜΙΚΗ ΑΡΑΒΟΚΥΠΡΙΑΚΗ ΔΙΑΣΚΕΨΙΣ (48, 1710, 381, 1747)
headline: ΣΥΓΚΡΟΥΣΙΣ ΑΤΜΟΠΛΟΙΩΝ ΕΙΣ ΧΟΝΓΚ ΚΟΝΓΚ (423, 1465, 596, 1497)
article-pension-bonus (414, 687, 606, 794)
headline: ΠΙΣΤΩΣΙΝ 150.000.000 ΔΟΛΛΑΡΙΩΝ Θ' ΑΝΟΙΞΗ ΕΙΣ ΤΗΝ ΤΟΥΡΚΙΑΝ ΚΑΙ ΤΟ ΝΟΜΙΣΜΑΤΙΚΟΝ ΤΑΜΕΙΟΝ (45, 601, 384, 715)
section-heading: ΑΝΑΓΚΗ ΟΙΚΟΝΟΜΙΚΗΣ ΕΝΟΤΗΤΟΣ (1020, 294, 1147, 321)
article-body: ΒΙΕΝΝΗ, 26. (Ρώυτερ). Ο Αυστριακός καγκελλάριος κ. Ράαμπ θα επισκεφθή την Γιουγκοσλαβίαν τον προσεχή μήνα. Ακολούθως ο πρόεδρος Τίτο θα επισκεφθή την Αυστρίαν. Η ΕΠΙΣΗΜΟΝ ΑΝΑΚΟΙΝΩΘΕΝ Ο Αυστριακός καγκελλάριος κ. Ράαμπ θα επισκεφθή την Γιουγκοσλαβίαν τον προσεχή μήνα. Ακολούθως ο πρόεδρος Τίτο θα επισκεφθή την Αυστρίαν. (1190, 338, 1533, 433)
article-lawyer (37, 1458, 392, 1587)
article-body: ΑΓΚΥΡΑ, 26. (Ασσ. Πρές). Εκπρόσωποι του Διεθνούς Νομισματικού Ταμείου ανεκοίνωσαν ότι το Ταμείον θα χορηγήση εις την Τουρκίαν πίστωσιν ύψους 150.000.000 δολλαρίων. Η πίστωσις προορίζεται διά την σταθεροποίησιν της τουρκικής λίρας και την εφαρμογήν του προγράμματος οικονομικής ανορθώσεως. Η τουρκική κυβέρνησις ανέλαβε την υποχρέωσιν να περιορίση τας δαπάνας. (37, 718, 392, 822)
article-body: ΑΘΗΝΑΙ, 26. Το συναλλαγματικόν απόθεμα της Τραπέζης της Ελλάδος ηυξήθη κατά 4,5 εκατομμύρια δολλάρια. (414, 987, 606, 1039)
section-heading: ΕΠΙΣΤΡΕΦΕΙ Ο κ. ΑΝΤΕΡΣΟΝ (822, 294, 973, 307)
article-body: ΑΘΗΝΑΙ, 26. Ο σύλλογος των υπαλλήλων της Τραπέζης Ελλάδος ανακοινοί ότι η διοίκησις της Τραπέζης είχε προτείνει αρχικώς την κατά 10% αύξησιν των αποδοχών του προσωπικού, ακολούθως όμως περιώρισε ταύτην εις 9%. Ο σύλλογος ζητεί την εφαρμογήν της αρχικής προτάσεως. (37, 1169, 392, 1235)
article-body: ΡΩΜΗ, 26. (Ρώυτερ). Έληξαν αι συνομιλίαι μεταξύ του Γάλλου υπουργού των Εξωτερικών και του Ιταλού συναδέλφου του. Αι συνομιλίαι ανεφέροντο εις τα ζητήματα του ΝΑΤΟ και της Ευρωπαϊκής Κοινής Αγοράς. (1190, 152, 1533, 204)
subheadline: ΠΡΟΣ ΔΙΑΣΚΕΨΙΝ ΣΤΡΟΓΓΥΛΗΣ ΤΡΑΠΕΖΗΣ (1218, 756, 1504, 772)
column-2 (414, 31, 606, 2295)
headline: ΗΥΞΗΘΗ ΤΟ ΣΥΝΑΛΛΑΓΜΑΤΙΚΟΝ ΑΠΟΘΕΜΑ (445, 939, 574, 984)
article-patras-court (625, 1698, 1170, 1736)
section-heading: ΑΝΑΣΤΟΛΗ ΔΑΝΕΙΩΝ (841, 1288, 955, 1301)
article-anderson (625, 31, 1170, 716)
section-heading: ΑΠΟΧΗ ΣΤΗΝ ΑΜΕΡΙΚΗΝ (1017, 516, 1149, 528)
